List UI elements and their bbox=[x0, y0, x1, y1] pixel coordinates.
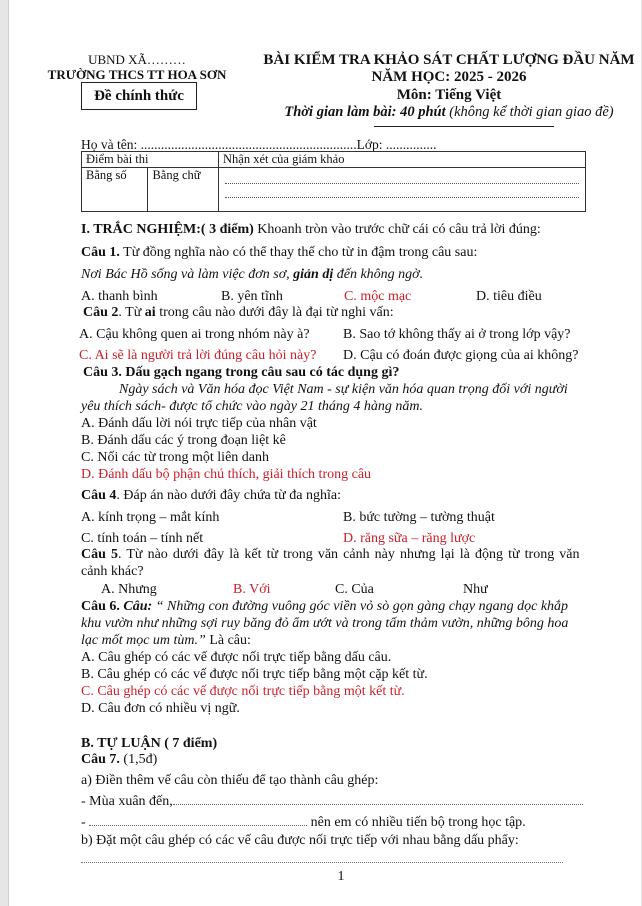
question-2-text: . Từ bbox=[118, 305, 145, 320]
question-7-line-1 bbox=[81, 794, 583, 810]
time-note: (không kể thời gian giao đề) bbox=[449, 104, 614, 120]
question-6-line-1 bbox=[81, 599, 568, 615]
score-by-number-cell[interactable] bbox=[82, 168, 148, 212]
section-1-instruction: Khoanh tròn vào trước chữ cái có câu trả lời đúng: bbox=[253, 222, 541, 237]
q6-option-a[interactable]: A. Câu ghép có các vế được nối trực tiếp bằng dấu câu. bbox=[81, 650, 392, 665]
question-2-text: trong câu nào dưới đây là đại từ nghi vấn: bbox=[155, 305, 394, 320]
question-5-text: . Từ nào dưới đây là kết từ trong văn cảnh này nhưng lại là động từ trong văn bbox=[118, 547, 580, 562]
q1-option-b[interactable]: B. yên tĩnh bbox=[221, 289, 283, 304]
question-7-part-a: a) Điền thêm vế câu còn thiếu để tạo thành câu ghép: bbox=[81, 773, 379, 788]
question-4-label: Câu 4 bbox=[81, 488, 117, 503]
q2-option-b[interactable]: B. Sao tớ không thấy ai ở trong lớp vậy? bbox=[343, 327, 571, 342]
question-7 bbox=[81, 752, 157, 768]
question-5-line-1 bbox=[81, 547, 580, 563]
q1-option-a[interactable]: A. thanh bình bbox=[81, 289, 158, 304]
comment-header: Nhận xét của giám khảo bbox=[219, 152, 586, 168]
question-7-points: (1,5đ) bbox=[119, 752, 158, 767]
q5-option-a[interactable]: A. Nhưng bbox=[101, 582, 157, 597]
exam-page bbox=[8, 0, 641, 906]
question-6-label-italic: Câu: bbox=[119, 599, 153, 614]
q6-option-d[interactable]: D. Câu đơn có nhiều vị ngữ. bbox=[81, 701, 240, 716]
comment-line-2 bbox=[225, 197, 579, 198]
page-number: 1 bbox=[337, 869, 345, 884]
q4-option-a[interactable]: A. kính trọng – mắt kính bbox=[81, 510, 220, 525]
school-name: TRƯỜNG THCS TT HOA SƠN bbox=[47, 67, 227, 82]
question-2 bbox=[83, 305, 394, 321]
answer-blank-1[interactable] bbox=[173, 804, 583, 805]
score-by-words-label: Bằng chữ bbox=[152, 168, 201, 182]
section-2-title: B. TỰ LUẬN ( 7 điểm) bbox=[81, 736, 218, 751]
q4-option-b[interactable]: B. bức tường – tường thuật bbox=[343, 510, 495, 525]
answer-blank-3[interactable] bbox=[81, 862, 563, 863]
q5-option-b-answer[interactable]: B. Với bbox=[233, 582, 271, 597]
q3-option-b[interactable]: B. Đánh dấu các ý trong đoạn liệt kê bbox=[81, 433, 286, 448]
question-3-quote-line-2: yêu thích sách- được tổ chức vào ngày 21 tháng 4 hàng năm. bbox=[81, 399, 423, 414]
score-table bbox=[81, 151, 586, 212]
line-1-prefix: - Mùa xuân đến, bbox=[81, 794, 173, 809]
question-7-line-2 bbox=[81, 815, 526, 831]
question-6-label: Câu 6. bbox=[81, 599, 120, 614]
question-7-part-b: b) Đặt một câu ghép có các vế câu được nối trực tiếp với nhau bằng dấu phẩy: bbox=[81, 833, 519, 848]
question-4 bbox=[81, 488, 341, 504]
name-label: Họ và tên: bbox=[81, 137, 141, 152]
question-6-quote-end: lạc mốt mọc um tùm.” bbox=[81, 633, 206, 648]
school-year: NĂM HỌC: 2025 - 2026 bbox=[371, 69, 527, 85]
score-by-words-cell[interactable] bbox=[148, 168, 219, 212]
question-1-label: Câu 1. bbox=[81, 245, 120, 260]
q4-option-d-answer[interactable]: D. răng sữa – răng lược bbox=[343, 531, 476, 546]
question-6-suffix: Là câu: bbox=[205, 633, 251, 648]
question-7-label: Câu 7. bbox=[81, 752, 120, 767]
header-divider bbox=[374, 126, 554, 127]
q3-option-d-answer[interactable]: D. Đánh dấu bộ phận chú thích, giải thích trong câu bbox=[81, 467, 372, 482]
section-1-title: I. TRẮC NGHIỆM:( 3 điểm) bbox=[81, 222, 254, 237]
quote-text: Nơi Bác Hồ sống và làm việc đơn sơ, bbox=[81, 267, 294, 282]
q6-option-c-answer[interactable]: C. Câu ghép có các vế được nối trực tiếp bằng một kết từ. bbox=[81, 684, 405, 699]
question-6-line-2: khu vườn như những sợi ruy băng đỏ ẩm ướt và trong tấm thảm vườn, những bông hoa bbox=[81, 616, 569, 631]
q5-option-c[interactable]: C. Của bbox=[335, 582, 374, 597]
class-field[interactable]: ............... bbox=[385, 137, 437, 152]
question-1-text: Từ đồng nghĩa nào có thể thay thế cho từ in đậm trong câu sau: bbox=[119, 245, 478, 260]
question-3-text: . Dấu gạch ngang trong câu sau có tác dụng gì? bbox=[118, 365, 400, 380]
question-6-line-3 bbox=[81, 633, 251, 649]
q2-option-d[interactable]: D. Cậu có đoán được giọng của ai không? bbox=[343, 348, 579, 363]
class-label: Lớp: bbox=[356, 137, 386, 152]
question-1-quote bbox=[81, 267, 423, 283]
question-2-label: Câu 2 bbox=[83, 305, 119, 320]
q6-option-b[interactable]: B. Câu ghép có các vế được nối trực tiếp bằng một cặp kết từ. bbox=[81, 667, 428, 682]
question-1 bbox=[81, 245, 477, 261]
section-1-heading bbox=[81, 222, 541, 238]
q2-option-c-answer[interactable]: C. Ai sẽ là người trả lời đúng câu hỏi này? bbox=[79, 348, 317, 363]
comment-cell[interactable] bbox=[219, 168, 586, 212]
question-6-quote: “ Những con đường vuông góc viền vỏ sò gọn gàng chạy ngang dọc khắp bbox=[152, 599, 569, 614]
subject: Môn: Tiếng Việt bbox=[396, 87, 502, 103]
answer-blank-2[interactable] bbox=[89, 825, 307, 826]
q5-option-d[interactable]: Như bbox=[463, 582, 488, 597]
authority-label: UBND XÃ……… bbox=[88, 52, 186, 67]
time-line bbox=[257, 104, 641, 121]
quote-text: đến không ngờ. bbox=[333, 267, 424, 282]
q1-option-c-answer[interactable]: C. mộc mạc bbox=[344, 289, 412, 304]
question-3 bbox=[83, 365, 399, 381]
name-field[interactable]: ................................................................ bbox=[140, 137, 357, 152]
line-2-suffix: nên em có nhiều tiến bộ trong học tập. bbox=[307, 815, 526, 830]
question-4-text: . Đáp án nào dưới đây chứa từ đa nghĩa: bbox=[116, 488, 341, 503]
time-label: Thời gian làm bài: 40 phút bbox=[284, 104, 446, 120]
q1-option-d[interactable]: D. tiêu điều bbox=[476, 289, 542, 304]
score-header: Điểm bài thi bbox=[82, 152, 219, 168]
question-3-quote-line-1: Ngày sách và Văn hóa đọc Việt Nam - sự kiện văn hóa quan trọng đối với người bbox=[119, 382, 568, 397]
quote-bold-word: giản dị bbox=[293, 267, 334, 282]
question-5-line-2: cảnh khác? bbox=[81, 564, 144, 579]
exam-title: BÀI KIỂM TRA KHẢO SÁT CHẤT LƯỢNG ĐẦU NĂM bbox=[263, 52, 635, 68]
q2-option-a[interactable]: A. Cậu không quen ai trong nhóm này à? bbox=[79, 327, 310, 342]
question-2-bold-word: ai bbox=[144, 305, 156, 320]
score-by-number-label: Bằng số bbox=[86, 168, 127, 182]
q4-option-c[interactable]: C. tính toán – tính nết bbox=[81, 531, 204, 546]
line-2-prefix: - bbox=[81, 815, 90, 830]
question-5-label: Câu 5 bbox=[81, 547, 118, 562]
q3-option-a[interactable]: A. Đánh dấu lời nói trực tiếp của nhân vật bbox=[81, 416, 317, 431]
official-exam-badge: Đề chính thức bbox=[81, 82, 197, 110]
q3-option-c[interactable]: C. Nối các từ trong một liên danh bbox=[81, 450, 269, 465]
question-3-label: Câu 3 bbox=[83, 365, 119, 380]
